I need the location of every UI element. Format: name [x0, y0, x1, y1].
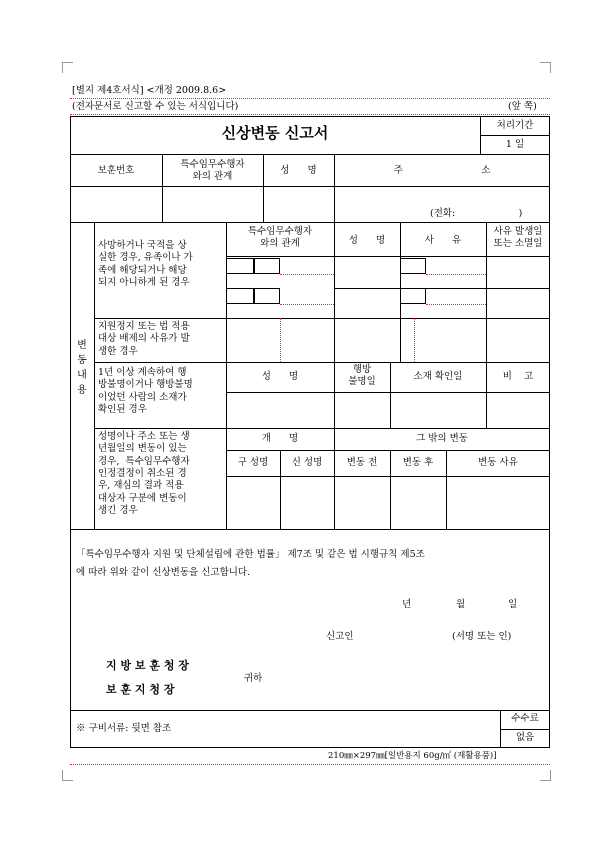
- reporter-label: 신고인: [326, 631, 354, 642]
- guide-line: [70, 98, 550, 99]
- cell-border: [70, 222, 550, 223]
- new-name-header: 신 성명: [291, 457, 323, 468]
- crop-mark: [540, 62, 551, 73]
- electronic-note: (전자문서로 신고할 수 있는 서식입니다): [72, 101, 239, 112]
- case2-text: 지원정지 또는 법 적용 대상 배제의 사유가 발 생한 경우: [98, 321, 190, 357]
- cell-border: [334, 288, 550, 289]
- recipient-1: 지 방 보 훈 청 장: [106, 659, 189, 672]
- guide-line: [280, 304, 334, 305]
- s4-other-change-header: 그 밖의 변동: [416, 433, 468, 444]
- declaration-text: 「특수임무수행자 지원 및 단체설립에 관한 법률」 제7조 및 같은 법 시행규칙 제5조 에 따라 위와 같이 신상변동을 신고합니다.: [76, 549, 425, 579]
- cell-border: [226, 392, 550, 393]
- sub-reason-header: 사 유: [424, 235, 462, 246]
- honorific: 귀하: [244, 673, 263, 684]
- paper-spec: 210㎜×297㎜[일반용지 60g/㎡ (재활용품)]: [328, 751, 497, 761]
- crop-mark: [62, 62, 73, 73]
- reason-box: [400, 258, 426, 274]
- address-header: 주 소: [393, 165, 491, 176]
- cell-border: [94, 222, 95, 530]
- cell-border: [94, 318, 550, 319]
- cell-border: [226, 476, 550, 477]
- date-day: 일: [508, 599, 518, 610]
- case3-text: 1년 이상 계속하여 행 방불명이거나 행방불명 이었던 사람의 소재가 확인된 경우: [98, 367, 193, 416]
- fee-value: 없음: [515, 732, 535, 743]
- s4-name-change-header: 개 명: [261, 433, 299, 444]
- recipient-2: 보 훈 지 청 장: [106, 683, 175, 696]
- attachment-note: ※ 구비서류: 뒷면 참조: [76, 723, 172, 734]
- cell-border: [94, 428, 550, 429]
- cell-border: [263, 154, 264, 222]
- cell-border: [94, 362, 550, 363]
- name-header: 성 명: [280, 165, 317, 176]
- sub-name-header: 성 명: [348, 235, 386, 246]
- reason-box: [400, 288, 426, 304]
- date-month: 월: [456, 599, 466, 610]
- relation-box: [226, 288, 254, 304]
- processing-value: 1 일: [505, 139, 525, 150]
- cell-border: [70, 154, 550, 155]
- cell-border: [334, 428, 335, 530]
- guide-line: [70, 764, 550, 765]
- relation-box: [254, 258, 280, 274]
- relation-box: [226, 258, 254, 274]
- sub-date-header: 사유 발생일 또는 소멸일: [493, 226, 543, 250]
- cell-border: [70, 186, 550, 187]
- form-title: 신상변동 신고서: [221, 124, 329, 142]
- guide-line: [280, 318, 281, 362]
- cell-border: [480, 135, 550, 136]
- page-side: (앞 쪽): [508, 101, 537, 112]
- change-reason-header: 변동 사유: [478, 457, 518, 468]
- reg-no-header: 보훈번호: [97, 165, 135, 176]
- date-year: 년: [402, 599, 412, 610]
- crop-mark: [540, 770, 551, 781]
- crop-mark: [62, 770, 73, 781]
- phone-field: (전화: ): [430, 208, 523, 219]
- cell-border: [226, 450, 550, 451]
- guide-line: [414, 318, 415, 362]
- s3-name-header: 성 명: [261, 371, 299, 382]
- before-header: 변동 전: [346, 457, 378, 468]
- case4-text: 성명이나 주소 또는 생 년월일의 변동이 있는 경우, 특수임무수행자 인정결정이 취소된 경 우, 재심의 결과 적용 대상자 구분에 변동이 생긴 경우: [98, 431, 190, 517]
- guide-line: [426, 304, 486, 305]
- cell-border: [334, 154, 335, 222]
- relation-box: [254, 288, 280, 304]
- after-header: 변동 후: [402, 457, 434, 468]
- s3-missing-date-header: 행방 불명일: [348, 364, 376, 388]
- guide-line: [280, 274, 334, 275]
- guide-line: [426, 274, 486, 275]
- guide-line: [70, 114, 550, 115]
- old-name-header: 구 성명: [237, 457, 269, 468]
- processing-label: 처리기간: [496, 120, 534, 131]
- fee-label: 수수료: [511, 713, 539, 724]
- cell-border: [500, 729, 550, 730]
- cell-border: [226, 256, 550, 257]
- section-label: 변 동 내 용: [77, 340, 87, 396]
- reporter-sign: (서명 또는 인): [452, 631, 512, 642]
- case1-text: 사망하거나 국적을 상 실한 경우, 유족이나 가 족에 해당되거나 해당 되지 아니하게 된 경우: [98, 240, 193, 289]
- form-number: [별지 제4호서식] <개정 2009.8.6>: [72, 85, 227, 96]
- s3-found-date-header: 소재 확인일: [413, 371, 463, 382]
- sub-relation-header: 특수임무수행자 와의 관계: [247, 226, 313, 250]
- relation-header: 특수임무수행자 와의 관계: [180, 159, 245, 183]
- s3-remarks-header: 비 고: [502, 371, 534, 382]
